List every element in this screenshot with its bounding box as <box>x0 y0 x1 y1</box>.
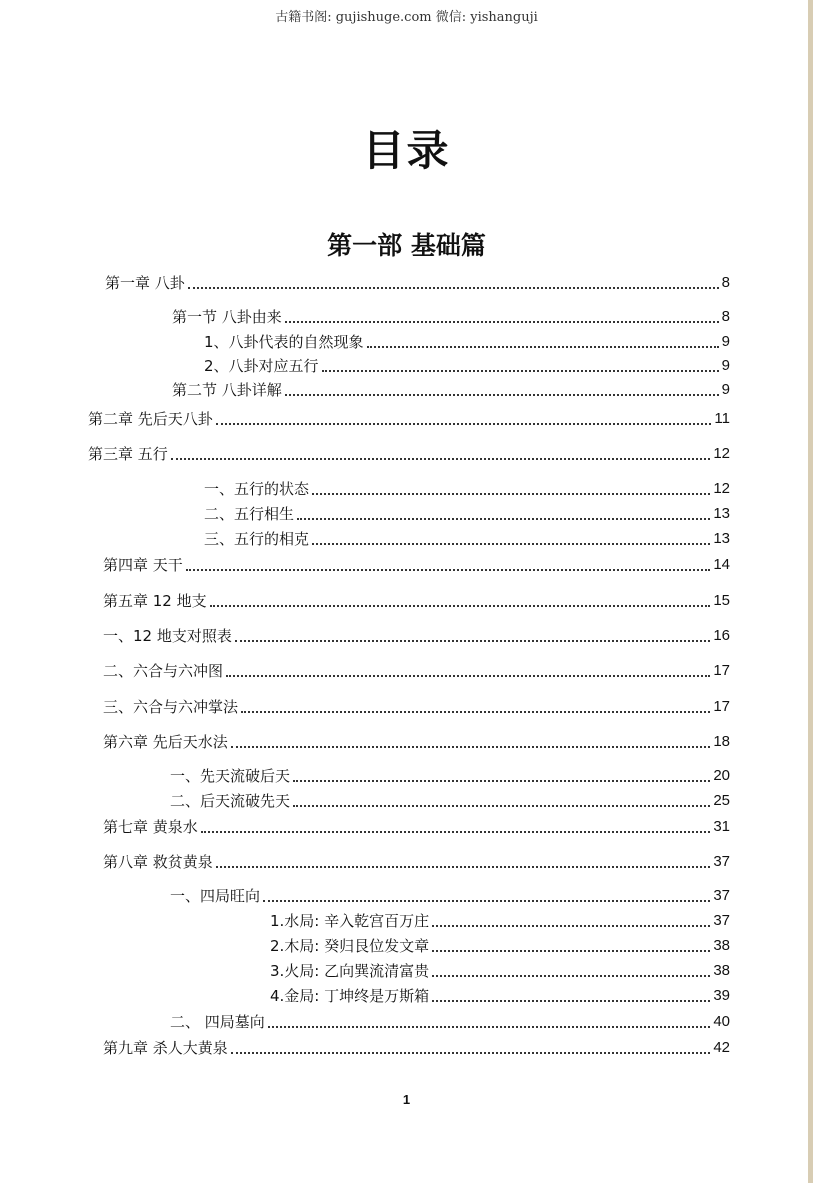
toc-entry-label: 2.木局: 癸归艮位发文章 <box>270 937 430 955</box>
toc-entry-page: 37 <box>713 887 730 904</box>
toc-entry[interactable] <box>170 792 730 810</box>
toc-entry-page: 39 <box>713 987 730 1004</box>
toc-leader-dots <box>322 370 719 372</box>
toc-entry[interactable] <box>103 662 730 680</box>
toc-entry-label: 2、八卦对应五行 <box>204 357 319 375</box>
toc-entry[interactable] <box>204 480 730 498</box>
toc-entry-label: 3.火局: 乙向巽流清富贵 <box>270 962 430 980</box>
toc-leader-dots <box>216 423 712 425</box>
toc-entry-page: 37 <box>713 853 730 870</box>
toc-entry[interactable] <box>103 1039 730 1057</box>
toc-entry-page: 9 <box>721 381 730 398</box>
toc-entry[interactable] <box>204 530 730 548</box>
toc-entry-label: 第四章 天干 <box>103 556 183 574</box>
toc-entry-label: 第三章 五行 <box>88 445 168 463</box>
watermark: 古籍书阁: gujishuge.com 微信: yishanguji <box>275 10 538 25</box>
toc-leader-dots <box>432 925 710 927</box>
toc-entry-label: 二、后天流破先天 <box>170 792 291 810</box>
toc-leader-dots <box>432 1000 710 1002</box>
toc-entry-page: 12 <box>713 445 730 462</box>
page-number: 1 <box>402 1092 411 1107</box>
toc-entry-page: 11 <box>714 410 730 427</box>
toc-entry-label: 一、五行的状态 <box>204 480 310 498</box>
toc-entry[interactable] <box>88 445 730 463</box>
toc-entry-label: 第二章 先后天八卦 <box>88 410 213 428</box>
toc-entry-page: 18 <box>713 733 730 750</box>
toc-entry-label: 二、六合与六冲图 <box>103 662 224 680</box>
toc-leader-dots <box>285 321 719 323</box>
toc-entry-page: 31 <box>713 818 730 835</box>
toc-entry-page: 25 <box>713 792 730 809</box>
toc-leader-dots <box>285 394 719 396</box>
toc-entry-label: 三、五行的相克 <box>204 530 310 548</box>
toc-leader-dots <box>188 287 719 289</box>
toc-entry-label: 第二节 八卦详解 <box>172 381 282 399</box>
toc-entry-page: 12 <box>713 480 730 497</box>
toc-leader-dots <box>186 569 711 571</box>
toc-entry[interactable] <box>270 987 730 1005</box>
toc-entry[interactable] <box>270 937 730 955</box>
toc-entry-page: 9 <box>721 357 730 374</box>
page-title: 目录 <box>362 126 451 175</box>
toc-entry-page: 13 <box>713 530 730 547</box>
toc-leader-dots <box>231 1052 711 1054</box>
toc-entry-label: 第九章 杀人大黄泉 <box>103 1039 228 1057</box>
toc-leader-dots <box>231 746 711 748</box>
toc-entry[interactable] <box>170 887 730 905</box>
toc-entry[interactable] <box>103 853 730 871</box>
toc-entry-page: 15 <box>713 592 730 609</box>
toc-entry[interactable] <box>103 818 730 836</box>
toc-entry-label: 二、 四局墓向 <box>170 1013 265 1031</box>
toc-entry-page: 37 <box>713 912 730 929</box>
toc-leader-dots <box>293 780 710 782</box>
toc-entry-page: 38 <box>713 937 730 954</box>
toc-entry-page: 13 <box>713 505 730 522</box>
toc-entry-page: 9 <box>721 333 730 350</box>
toc-leader-dots <box>367 346 719 348</box>
toc-entry-label: 第六章 先后天水法 <box>103 733 228 751</box>
toc-entry[interactable] <box>103 592 730 610</box>
toc-leader-dots <box>297 518 710 520</box>
toc-entry[interactable] <box>204 333 730 351</box>
toc-leader-dots <box>241 711 710 713</box>
toc-entry[interactable] <box>105 274 730 292</box>
toc-entry-label: 第八章 救贫黄泉 <box>103 853 213 871</box>
toc-leader-dots <box>293 805 710 807</box>
toc-leader-dots <box>210 605 711 607</box>
toc-entry-label: 第一章 八卦 <box>105 274 185 292</box>
toc-entry[interactable] <box>270 962 730 980</box>
toc-entry[interactable] <box>204 505 730 523</box>
toc-entry-label: 4.金局: 丁坤终是万斯箱 <box>270 987 430 1005</box>
toc-leader-dots <box>432 975 710 977</box>
toc-leader-dots <box>235 640 710 642</box>
toc-leader-dots <box>216 866 711 868</box>
toc-leader-dots <box>201 831 711 833</box>
toc-entry[interactable] <box>103 698 730 716</box>
part-title: 第一部 基础篇 <box>327 231 486 260</box>
toc-entry-page: 14 <box>713 556 730 573</box>
toc-entry[interactable] <box>172 381 730 399</box>
toc-entry-page: 20 <box>713 767 730 784</box>
toc-entry-label: 一、先天流破后天 <box>170 767 291 785</box>
toc-entry-page: 8 <box>721 274 730 291</box>
toc-entry-page: 17 <box>713 662 730 679</box>
toc-entry-label: 二、五行相生 <box>204 505 295 523</box>
toc-entry[interactable] <box>204 357 730 375</box>
toc-leader-dots <box>226 675 710 677</box>
toc-entry[interactable] <box>170 1013 730 1031</box>
toc-entry[interactable] <box>103 733 730 751</box>
toc-entry-label: 第一节 八卦由来 <box>172 308 282 326</box>
toc-entry-page: 16 <box>713 627 730 644</box>
toc-entry-label: 第七章 黄泉水 <box>103 818 198 836</box>
toc-leader-dots <box>312 543 710 545</box>
toc-leader-dots <box>268 1026 711 1028</box>
toc-leader-dots <box>263 900 710 902</box>
toc-entry[interactable] <box>88 410 730 428</box>
toc-entry-label: 1、八卦代表的自然现象 <box>204 333 364 351</box>
toc-entry[interactable] <box>172 308 730 326</box>
toc-entry[interactable] <box>170 767 730 785</box>
toc-entry[interactable] <box>103 627 730 645</box>
toc-leader-dots <box>432 950 710 952</box>
toc-entry-page: 38 <box>713 962 730 979</box>
toc-entry-label: 1.水局: 辛入乾宫百万庄 <box>270 912 430 930</box>
toc-entry-label: 一、四局旺向 <box>170 887 261 905</box>
toc-entry[interactable] <box>270 912 730 930</box>
toc-entry[interactable] <box>103 556 730 574</box>
toc-entry-page: 8 <box>721 308 730 325</box>
toc-leader-dots <box>312 493 710 495</box>
toc-entry-label: 一、12 地支对照表 <box>103 627 232 645</box>
toc-leader-dots <box>171 458 711 460</box>
toc-entry-page: 40 <box>713 1013 730 1030</box>
toc-entry-page: 17 <box>713 698 730 715</box>
toc-entry-label: 第五章 12 地支 <box>103 592 207 610</box>
toc-entry-label: 三、六合与六冲掌法 <box>103 698 239 716</box>
toc-entry-page: 42 <box>713 1039 730 1056</box>
